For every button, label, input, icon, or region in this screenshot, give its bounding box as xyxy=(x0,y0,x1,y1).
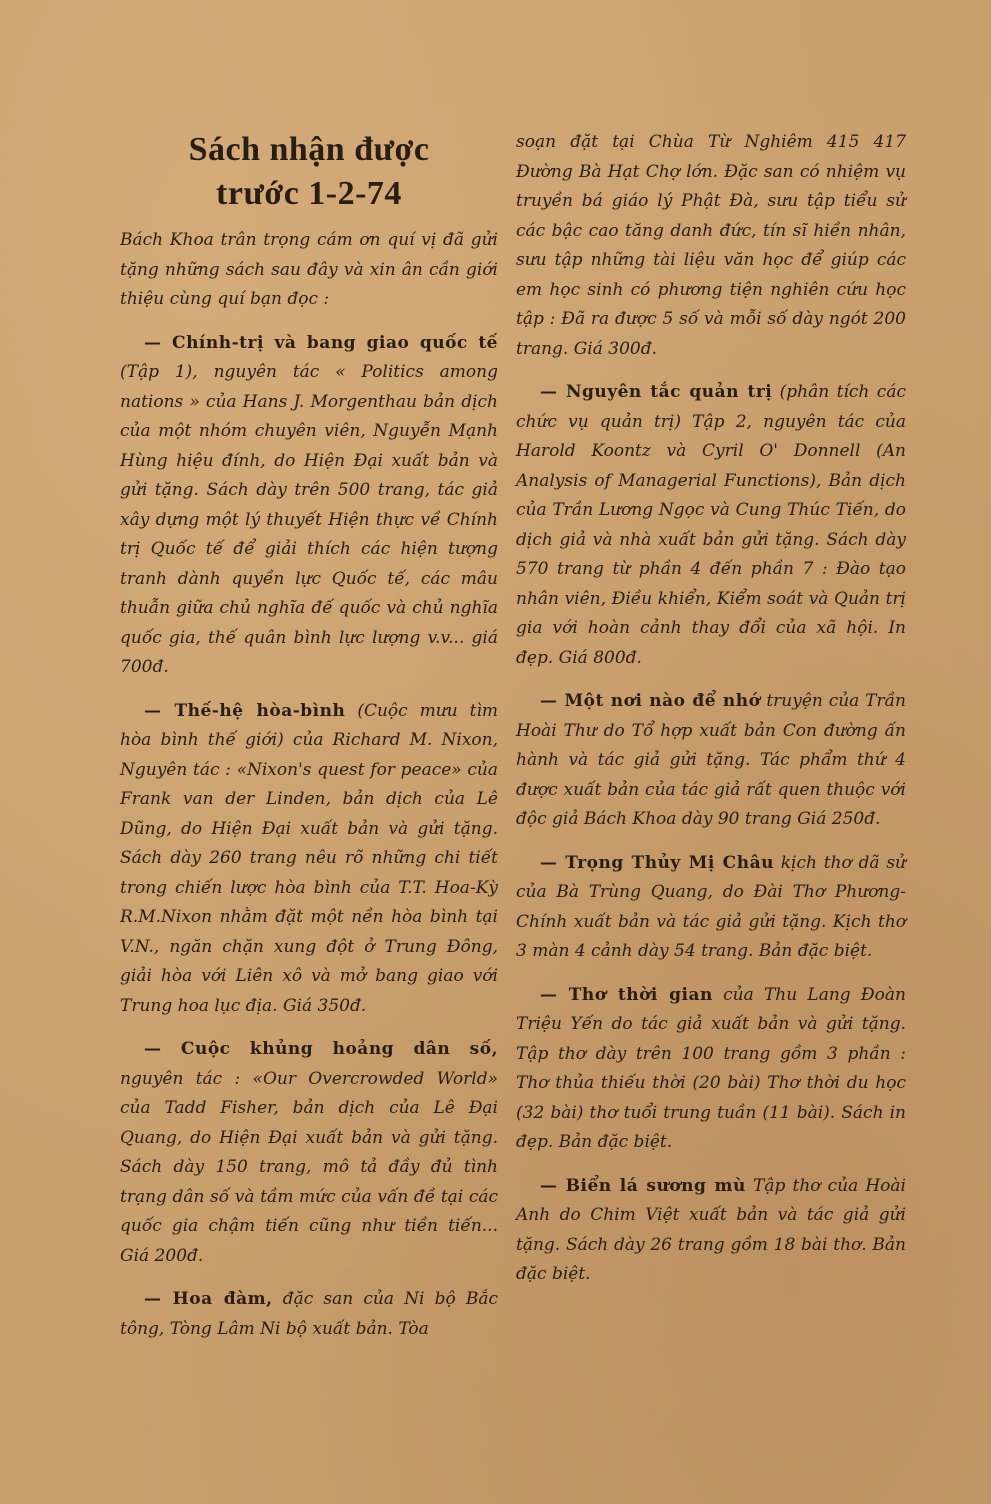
left-column xyxy=(120,128,498,1344)
book-description: Tập thơ của Hoài Anh do Chim Việt xuất bản và tác giả gửi tặng. Sách dày 26 trang gồm 18 bài thơ. Bản đặc biệt. xyxy=(516,1175,906,1284)
book-description: nguyên tác : «Our Overcrowded World» của Tadd Fisher, bản dịch của Lê Đại Quang, do Hiện Đại xuất bản và gửi tặng. Sách dày 150 trang, mô tả đầy đủ tình trạng dân số và tầm mức của vấn đề tại các quốc gia chậm tiến cũng như tiền tiến... Giá 200đ. xyxy=(120,1068,498,1266)
book-description: (phân tích các chức vụ quản trị) Tập 2, nguyên tác của Harold Koontz và Cyril O' Donnell (An Analysis of Managerial Functions), Bản dịch của Trần Lương Ngọc và Cung Thúc Tiến, do dịch giả và nhà xuất bản gửi tặng. Sách dày 570 trang từ phần 4 đến phần 7 : Đào tạo nhân viên, Điều khiển, Kiểm soát và Quản trị gia với hoàn cảnh thay đổi của xã hội. In đẹp. Giá 800đ. xyxy=(516,382,906,668)
title-line-1: Sách nhận được xyxy=(188,131,430,168)
book-entry-2 xyxy=(120,697,498,1022)
book-entry-7 xyxy=(516,849,906,967)
book-description: (Cuộc mưu tìm hòa bình thế giới) của Richard M. Nixon, Nguyên tác : «Nixon's quest for peace» của Frank van der Linden, bản dịch của Lê Dũng, do Hiện Đại xuất bản và gửi tặng. Sách dày 260 trang nêu rõ những chi tiết trong chiến lược hòa bình của T.T. Hoa-Kỳ R.M.Nixon nhằm đặt một nền hòa bình tại V.N., ngăn chặn xung đột ở Trung Đông, giải hòa với Liên xô và mở bang giao với Trung hoa lục địa. Giá 350đ. xyxy=(120,700,498,1016)
right-column xyxy=(516,128,906,1290)
book-title: — Biển lá sương mù xyxy=(540,1175,746,1196)
book-entry-8 xyxy=(516,981,906,1158)
book-entry-1 xyxy=(120,329,498,683)
book-title: — Thế-hệ hòa-bình xyxy=(144,700,346,721)
book-description: kịch thơ dã sử của Bà Trùng Quang, do Đài Thơ Phương-Chính xuất bản và tác giả gửi tặng. Kịch thơ 3 màn 4 cảnh dày 54 trang. Bản đặc biệt. xyxy=(516,852,907,961)
book-entry-3 xyxy=(120,1035,498,1271)
book-description: (Tập 1), nguyên tác « Politics among nations » của Hans J. Morgenthau bản dịch của một nhóm chuyên viên, Nguyễn Mạnh Hùng hiệu đính, do Hiện Đại xuất bản và gửi tặng. Sách dày trên 500 trang, tác giả xây dựng một lý thuyết Hiện thực về Chính trị Quốc tế để giải thích các hiện tượng tranh dành quyền lực Quốc tế, các mâu thuẫn giữa chủ nghĩa đế quốc và chủ nghĩa quốc gia, thế quân bình lực lượng v.v... giá 700đ. xyxy=(120,362,498,677)
book-title: — Hoa đàm, xyxy=(144,1289,273,1309)
book-title: — Thơ thời gian xyxy=(540,984,713,1005)
book-description: đặc san của Ni bộ Bắc tông, Tòng Lâm Ni bộ xuất bản. Tòa xyxy=(120,1289,499,1339)
book-entry-6 xyxy=(516,687,906,835)
book-description: của Thu Lang Đoàn Triệu Yến do tác giả xuất bản và gửi tặng. Tập thơ dày trên 100 trang gồm 3 phần : Thơ thủa thiếu thời (20 bài) Thơ thời du học (32 bài) thơ tuổi trung tuần (11 bài). Sách in đẹp. Bản đặc biệt. xyxy=(516,984,906,1152)
book-entry-5 xyxy=(516,378,906,673)
book-title: — Trọng Thủy Mị Châu xyxy=(540,852,774,873)
intro-paragraph: Bách Khoa trân trọng cám ơn quí vị đã gửi tặng những sách sau đây và xin ân cần giới thiệu cùng quí bạn đọc : xyxy=(120,230,498,309)
page-title xyxy=(120,128,498,216)
book-entry-4-continued: soạn đặt tại Chùa Từ Nghiêm 415 417 Đường Bà Hạt Chợ lớn. Đặc san có nhiệm vụ truyền bá giáo lý Phật Đà, sưu tập tiểu sử các bậc cao tăng danh đức, tín sĩ hiền nhân, sưu tập những tài liệu văn học để giúp các em học sinh có phương tiện nghiên cứu học tập : Đã ra được 5 số và mỗi số dày ngót 200 trang. Giá 300đ. xyxy=(516,132,906,359)
book-entry-9 xyxy=(516,1172,906,1290)
book-title: — Cuộc khủng hoảng dân số, xyxy=(144,1039,498,1059)
book-description: truyện của Trần Hoài Thư do Tổ hợp xuất bản Con đường ấn hành và tác giả gửi tặng. Tác phẩm thứ 4 được xuất bản của tác giả rất quen thuộc với độc giả Bách Khoa dày 90 trang Giá 250đ. xyxy=(516,691,906,829)
book-title: — Một nơi nào để nhớ xyxy=(540,691,761,711)
book-entry-4 xyxy=(120,1285,498,1344)
title-line-2: trước 1-2-74 xyxy=(216,175,402,212)
book-title: — Chính-trị và bang giao quốc tế xyxy=(144,332,498,353)
book-title: — Nguyên tắc quản trị xyxy=(540,382,773,402)
